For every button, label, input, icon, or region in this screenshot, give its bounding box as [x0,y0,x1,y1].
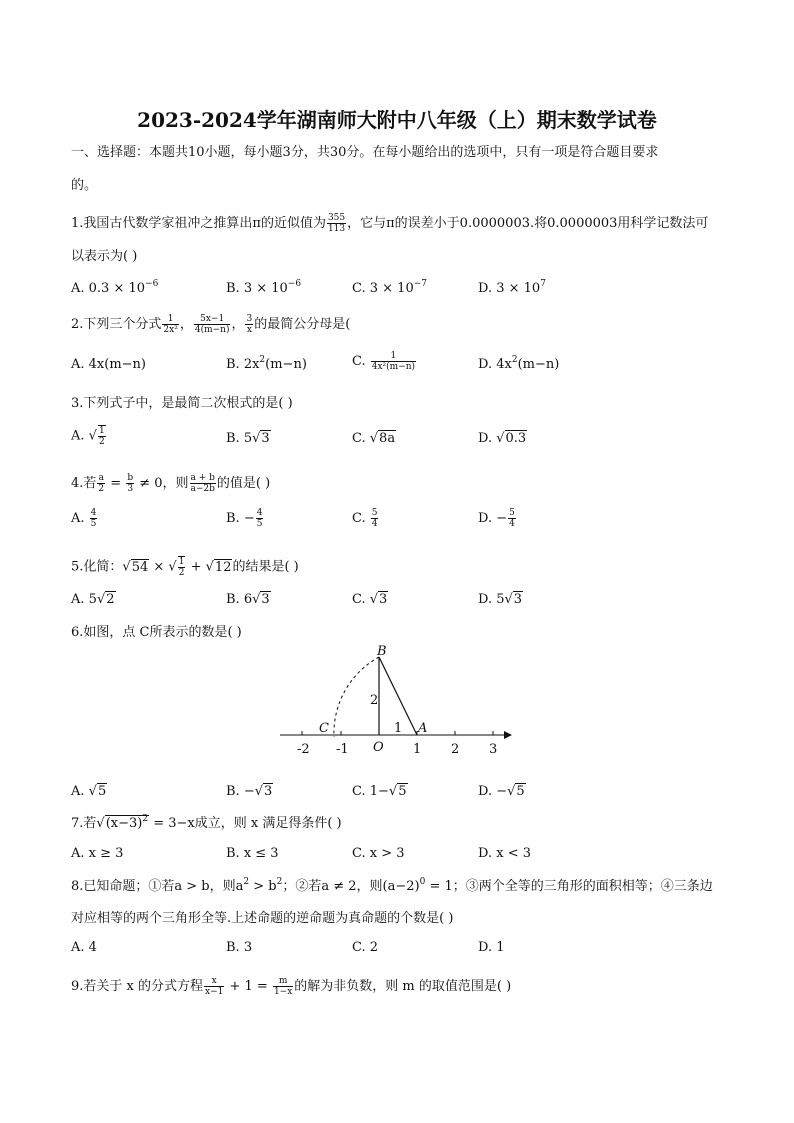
q4-c-den: 4 [371,519,378,529]
question-9-text [71,976,511,997]
q4-d-den: 4 [509,519,515,529]
sqrt-icon: √ [369,431,379,446]
q4-text-a: 4.若 [71,476,97,491]
q4-f2-den: 3 [127,484,134,494]
q5-option-d-radicand: 3 [513,592,523,607]
q4-option-c-fraction [371,508,379,529]
q9-f1-den: x−1 [205,987,224,997]
tick-label-neg1: -1 [336,742,349,755]
question-7-text [71,815,342,833]
q6-option-b[interactable] [226,784,273,799]
q4-option-c[interactable] [352,508,379,529]
question-1-text [71,213,708,234]
q4-fraction-1 [97,473,105,494]
q4-b-num: 4 [256,508,263,518]
tick-label-2: 2 [451,742,460,755]
q5-frac-num: 1 [178,557,185,567]
question-8-text [71,878,713,896]
q1-fraction [327,213,346,234]
q6-option-c-radicand: 5 [398,784,407,799]
q4-option-d-fraction [508,508,516,529]
q5-option-a[interactable] [71,592,116,607]
q3-a-den: 2 [98,437,105,447]
q2-f2-den: 4(m−n) [194,325,230,335]
point-c-label: C [319,721,329,736]
q7-text-a: 7.若 [71,816,97,831]
q5-option-c-radicand: 3 [379,592,388,607]
sqrt-icon: √ [369,592,379,607]
question-5-options [71,592,721,610]
q8-text-a: 8.已知命题；①若a > b，则a [71,879,244,894]
sqrt-icon: √ [252,431,261,446]
q5-option-c[interactable] [352,592,388,607]
q4-option-b[interactable] [226,508,264,529]
question-6-text: 6.如图，点 C所表示的数是( ) [71,625,242,640]
q1-option-d-text: D. 3 × 10 [478,281,541,296]
q7-option-a[interactable]: A. x ≥ 3 [71,846,124,861]
question-3-options [71,426,721,449]
sqrt-icon: √ [254,784,264,799]
q2-option-b-tail: (m−n) [265,357,307,372]
q5-option-b[interactable] [226,592,271,607]
q4-f3-num: a + b [190,473,215,483]
q7-radicand: (x−3) [105,816,143,831]
q4-option-a-fraction [90,508,98,529]
q2-f1-den: 2x² [163,325,178,335]
q2-option-a[interactable]: A. 4x(m−n) [71,357,146,372]
q1-option-c-text: C. 3 × 10 [352,281,414,296]
q6-option-a-radicand: 5 [97,784,107,799]
q9-mid: + 1 = [225,979,272,994]
q5-option-a-radicand: 2 [106,592,115,607]
q5-option-b-radicand: 3 [261,592,270,607]
question-4-text [71,473,270,494]
q3-option-a-fraction [98,425,106,447]
q5-radicand-1: 54 [131,559,149,575]
q2-f1-num: 1 [162,314,178,325]
q1-option-c[interactable] [352,281,427,296]
q3-option-c[interactable] [352,431,396,446]
q4-c-num: 5 [371,508,378,518]
question-8-options [71,940,721,958]
sqrt-icon: √ [496,431,505,446]
q1-option-d[interactable] [478,281,546,296]
q4-option-c-prefix: C. [352,511,370,526]
point-a-label: A [418,721,428,736]
q8-text-d: = 1；③两个全等的三角形的面积相等；④三条边 [425,879,713,894]
number-line-figure [280,640,520,755]
q1-option-b-text: B. 3 × 10 [226,281,288,296]
q2-fraction-3 [245,314,253,335]
question-3-text: 3.下列式子中，是最简二次根式的是( ) [71,396,293,411]
q3-option-b[interactable] [226,431,271,446]
q4-f3-den: a−2b [190,484,215,494]
q4-equals: = [106,476,126,491]
q4-fraction-2 [126,473,134,494]
q5-option-c-prefix: C. [352,592,370,607]
q1-option-c-exp: −7 [413,279,427,289]
q4-f1-num: a [98,473,104,483]
q8-exp-2: 2 [276,877,283,887]
q5-radicand-3: 12 [214,559,232,575]
q4-d-num: 5 [509,508,515,518]
q8-text-c: ；②若a ≠ 2，则(a−2) [282,879,420,894]
q8-text-b: > b [249,879,277,894]
q3-option-a-prefix: A. [71,428,89,444]
q4-option-b-fraction [256,508,264,529]
q2-c-num: 1 [371,351,416,362]
label-length-1: 1 [394,721,403,736]
question-8-line2: 对应相等的两个三角形全等.上述命题的逆命题为真命题的个数是( ) [71,911,454,926]
q1-option-b-exp: −6 [287,279,302,289]
q3-option-c-radicand: 8a [379,431,396,446]
q4-b-den: 5 [256,519,263,529]
sqrt-icon: √ [88,784,97,799]
sqrt-icon: √ [122,559,131,575]
q9-f1-num: x [204,976,224,987]
q6-option-d-prefix: D. − [478,784,508,799]
q6-option-b-radicand: 3 [264,784,273,799]
q8-option-c[interactable]: C. 2 [352,940,379,955]
q4-option-b-prefix: B. − [226,511,255,526]
tick-label-3: 3 [489,742,498,755]
q5-text-b: 的结果是( ) [232,559,299,575]
q1-text-b: ，它与π的误差小于0.0000003.将0.0000003用科学记数法可 [347,216,709,231]
q2-option-b-exp: 2 [259,355,266,365]
q3-option-d-radicand: 0.3 [505,431,527,446]
q8-option-a[interactable]: A. 4 [71,940,97,955]
q1-option-a-text: A. 0.3 × 10 [71,281,146,296]
q4-option-a-prefix: A. [71,511,89,526]
question-5-text [71,556,299,578]
q3-option-a[interactable] [71,425,107,447]
q9-f2-den: 1−x [273,987,293,997]
sqrt-icon: √ [96,592,106,607]
q8-option-d[interactable]: D. 1 [478,940,505,955]
sqrt-icon: √ [507,784,516,799]
q8-option-b[interactable]: B. 3 [226,940,253,955]
q4-option-d[interactable] [478,508,517,529]
sqrt-icon: √ [168,559,177,575]
sqrt-icon: √ [504,592,513,607]
q4-f2-num: b [127,473,134,483]
q1-frac-num: 355 [327,213,346,223]
q5-option-b-prefix: B. 6 [226,592,253,607]
q4-a-num: 4 [90,508,97,518]
q1-option-a-exp: −6 [145,279,159,289]
q2-fraction-2 [194,314,231,335]
sqrt-icon: √ [205,559,214,575]
question-2-options [71,351,721,375]
q2-option-d[interactable] [478,357,559,372]
q3-option-c-prefix: C. [352,431,370,446]
q7-option-c[interactable]: C. x > 3 [352,846,405,861]
label-length-2: 2 [370,693,379,708]
sqrt-icon: √ [88,428,97,444]
exam-title: 2023-2024学年湖南师大附中八年级（上）期末数学试卷 [137,108,657,132]
q8-exp-1: 2 [243,877,250,887]
q2-f3-den: x [246,325,252,335]
q2-f3-num: 3 [246,314,253,324]
q1-option-d-exp: 7 [540,279,546,289]
q5-option-d[interactable] [478,592,523,607]
sqrt-icon: √ [252,592,261,607]
question-1-options [71,281,721,299]
q6-option-d-radicand: 5 [516,784,525,799]
q2-option-c-fraction [371,351,416,372]
q4-f1-den: 2 [98,484,105,494]
q2-f2-num: 5x−1 [194,314,231,325]
q6-option-a[interactable] [71,784,107,799]
q9-fraction-2 [273,976,293,997]
question-6-options [71,784,721,802]
arrow-icon [504,731,512,739]
q3-option-d-prefix: D. [478,431,497,446]
q3-option-b-prefix: B. 5 [226,431,253,446]
q2-text-b: 的最简公分母是( [254,317,351,332]
q5-option-a-prefix: A. 5 [71,592,97,607]
q6-option-a-prefix: A. [71,784,89,799]
q5-frac-den: 2 [178,568,185,578]
q5-text-a: 5.化简： [71,559,123,575]
q2-c-den: 4x²(m−n) [371,362,416,372]
q1-option-b[interactable] [226,281,301,296]
q2-option-d-text: D. 4x [478,357,512,372]
q1-frac-den: 113 [327,224,346,234]
question-4-options [71,508,721,532]
q2-option-d-tail: (m−n) [517,357,560,372]
q9-fraction-1 [204,976,224,997]
tick-label-neg2: -2 [297,742,310,755]
tick-label-1: 1 [413,742,422,755]
q4-a-den: 5 [90,519,97,529]
q5-fraction [178,556,186,578]
section-header-line1: 一、选择题：本题共10小题，每小题3分，共30分。在每小题给出的选项中，只有一项是符合题目要求 [71,145,659,160]
q8-exp-3: 0 [419,877,426,887]
q1-text-a: 1.我国古代数学家祖冲之推算出π的近似值为 [71,216,326,231]
q2-option-b-text: B. 2x [226,357,260,372]
q6-option-b-prefix: B. − [226,784,255,799]
q7-option-b[interactable]: B. x ≤ 3 [226,846,279,861]
question-2-text: 2.下列三个分式 $\frac{1}{\text{2x²}}$ ， $\frac{5x-1}{4(m-n)}$ ， $\frac{3}{x}$ 的最简公分母是( [71,314,351,335]
section-header-line2: 的。 [71,178,98,193]
point-b-label: B [377,644,387,659]
q4-option-a[interactable] [71,508,98,529]
q9-text-b: 的解为非负数，则 m 的取值范围是( ) [294,979,512,994]
q3-a-num: 1 [98,426,105,436]
question-7-options [71,846,721,864]
q7-option-d[interactable]: D. x < 3 [478,846,531,861]
q4-option-d-prefix: D. − [478,511,508,526]
sqrt-icon: √ [388,784,398,799]
q7-text-b: = 3−x成立，则 x 满足得条件( ) [149,816,342,831]
q2-option-b[interactable] [226,357,307,372]
q5-times: × [149,559,169,575]
q6-option-c[interactable] [352,784,408,799]
q6-option-d[interactable] [478,784,526,799]
q2-fraction-1 [162,314,178,335]
q9-text-a: 9.若关于 x 的分式方程 [71,979,203,994]
q9-f2-num: m [273,976,293,987]
q2-option-c[interactable] [352,351,417,372]
q4-text-b: 的值是( ) [216,476,271,491]
sqrt-icon: √ [96,816,105,831]
question-1-line2: 以表示为( ) [71,249,138,264]
q5-plus: + [186,559,206,575]
q3-option-d[interactable] [478,431,527,446]
q6-option-c-prefix: C. 1− [352,784,389,799]
q2-option-c-text: C. [352,354,370,369]
q4-text-mid: ≠ 0，则 [135,476,189,491]
q3-option-b-radicand: 3 [261,431,270,446]
origin-label: O [373,740,384,755]
q1-option-a[interactable] [71,281,158,296]
q7-radicand-exp: 2 [142,814,149,824]
q4-fraction-3 [190,473,216,494]
q2-text-a: 2.下列三个分式 [71,317,162,332]
q2-option-d-exp: 2 [511,355,518,365]
q5-option-d-prefix: D. 5 [478,592,505,607]
